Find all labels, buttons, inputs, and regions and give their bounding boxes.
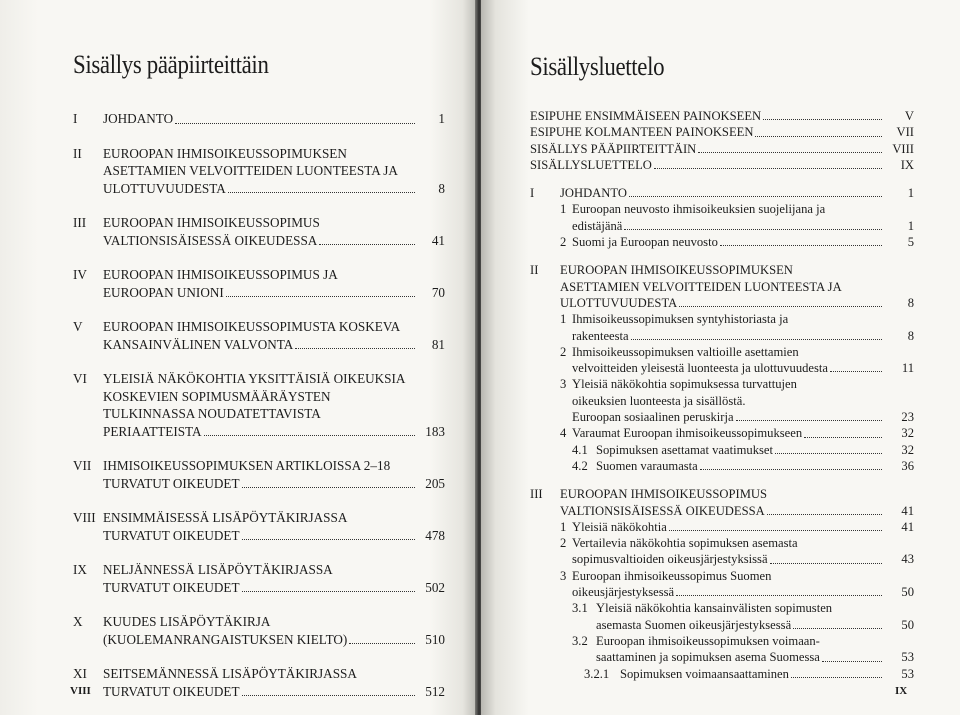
- title-text: KANSAINVÄLINEN VALVONTA: [103, 336, 294, 352]
- title-line-last: [620, 666, 914, 682]
- chapter-section: [530, 262, 914, 474]
- entry-title: SISÄLLYS PÄÄPIIRTEITTÄIN: [530, 141, 697, 156]
- title-text: Sopimuksen voimaansaattaminen: [620, 666, 789, 681]
- title-line-last: [572, 409, 914, 425]
- title-line: SEITSEMÄNNESSÄ LISÄPÖYTÄKIRJASSA: [103, 666, 357, 681]
- dot-leader: [624, 229, 882, 230]
- title-line: Euroopan ihmisoikeussopimuksen voimaan-: [596, 633, 820, 648]
- title-line-last: [103, 475, 445, 493]
- dot-leader: [242, 591, 415, 592]
- dot-leader: [629, 196, 882, 197]
- chapter-title: [560, 486, 914, 519]
- subsection-entry: [572, 600, 914, 633]
- page-ref: VIII: [892, 141, 914, 156]
- section-number: 3.2: [572, 633, 588, 648]
- section-number: 1: [560, 519, 567, 534]
- page-ref: 81: [431, 336, 445, 352]
- dot-leader: [775, 453, 882, 454]
- title-line-last: [560, 503, 914, 519]
- page-ref: 8: [907, 295, 914, 310]
- subsection-entry: [572, 633, 914, 666]
- title-text: velvoitteiden yleisestä luonteesta ja ulottuvuudesta: [572, 361, 829, 376]
- title-text: ULOTTUVUUDESTA: [103, 180, 226, 196]
- chapter-title: [560, 262, 914, 311]
- section-title: [572, 568, 914, 601]
- right-page: [481, 0, 960, 715]
- page-ref: 23: [901, 410, 914, 425]
- page-ref: 510: [425, 631, 445, 647]
- dot-leader: [669, 530, 882, 531]
- dot-leader: [804, 437, 882, 438]
- summary-entry: [73, 613, 445, 648]
- title-text: TURVATUT OIKEUDET: [103, 683, 240, 699]
- section-title: [572, 376, 914, 425]
- title-line-last: [103, 579, 445, 597]
- section-title: [596, 600, 914, 633]
- page-ref: 50: [901, 585, 914, 600]
- chapter-number: II: [73, 145, 82, 161]
- section-number: 2: [560, 536, 567, 551]
- chapter-number: I: [73, 111, 78, 126]
- title-line: Yleisiä näkökohtia kansainvälisten sopimusten: [596, 601, 833, 616]
- dot-leader: [349, 643, 415, 644]
- section-number: 1: [560, 202, 567, 217]
- chapter-title: [103, 665, 445, 700]
- title-line: oikeuksien luonteesta ja sisällöstä.: [572, 393, 746, 408]
- chapter-title: [103, 370, 445, 440]
- page-ref: 43: [901, 552, 914, 567]
- title-line: Ihmisoikeussopimuksen valtioille asettamien: [572, 344, 799, 359]
- title-line: KUUDES LISÄPÖYTÄKIRJA: [103, 614, 271, 629]
- section-number: 3.2.1: [584, 666, 610, 681]
- dot-leader: [295, 348, 415, 349]
- chapter-title: [103, 110, 445, 128]
- title-text: JOHDANTO: [560, 186, 627, 201]
- section-title: [572, 311, 914, 344]
- title-line-last: [572, 218, 914, 234]
- page-ref: 8: [438, 180, 445, 196]
- title-text: Suomen varaumasta: [596, 458, 698, 473]
- title-line: EUROOPAN IHMISOIKEUSSOPIMUS JA: [103, 267, 338, 282]
- chapter-number: III: [530, 487, 543, 502]
- dot-leader: [830, 371, 882, 372]
- dot-leader: [242, 539, 415, 540]
- dot-leader: [736, 420, 882, 421]
- front-matter-entry: [530, 157, 914, 173]
- page-ref: 1: [907, 218, 914, 233]
- title-text: ULOTTUVUUDESTA: [560, 295, 678, 310]
- dot-leader: [242, 695, 415, 696]
- summary-entry: [73, 214, 445, 249]
- section-title: [572, 234, 914, 250]
- subsection-entry: [560, 201, 914, 234]
- section-number: 4.1: [572, 442, 588, 457]
- title-line: Vertailevia näkökohtia sopimuksen asemasta: [572, 536, 798, 551]
- page-ref: 502: [425, 579, 445, 595]
- chapter-number: IX: [73, 562, 87, 577]
- title-line-last: [572, 425, 914, 441]
- title-line-last: [572, 234, 914, 250]
- dot-leader: [767, 514, 882, 515]
- dot-leader: [228, 192, 415, 193]
- section-title: [572, 535, 914, 568]
- title-text: Euroopan sosiaalinen peruskirja: [572, 410, 734, 425]
- page-ref: VII: [896, 125, 914, 140]
- subsection-entry: [560, 234, 914, 250]
- title-text: asemasta Suomen oikeusjärjestyksessä: [596, 617, 792, 632]
- front-matter-entry: [530, 108, 914, 124]
- left-page: [0, 0, 477, 715]
- entry-title: ESIPUHE KOLMANTEEN PAINOKSEEN: [530, 125, 754, 140]
- title-text: TURVATUT OIKEUDET: [103, 527, 240, 543]
- title-text: sopimusvaltioiden oikeusjärjestyksissä: [572, 552, 768, 567]
- chapter-title: [103, 266, 445, 301]
- page-ref: V: [904, 109, 914, 123]
- section-title: [596, 458, 914, 474]
- chapter-title: [103, 509, 445, 544]
- page-ref: IX: [900, 157, 914, 172]
- title-line: Euroopan ihmisoikeussopimus Suomen: [572, 568, 772, 583]
- title-line-last: [596, 617, 914, 633]
- title-line-last: [572, 328, 914, 344]
- page-ref: 8: [907, 328, 914, 343]
- title-line-last: [103, 423, 445, 441]
- entry-title: ESIPUHE ENSIMMÄISEEN PAINOKSEEN: [530, 109, 762, 123]
- dot-leader: [793, 628, 882, 629]
- subsection-entry: [572, 458, 914, 474]
- title-text: rakenteesta: [572, 328, 629, 343]
- chapter-number: I: [530, 186, 535, 201]
- page-number: VIII: [70, 685, 91, 697]
- title-line: KOSKEVIEN SOPIMUSMÄÄRÄYSTEN: [103, 388, 331, 404]
- page-ref: 1: [438, 111, 445, 126]
- title-line-last: [103, 683, 445, 701]
- dot-leader: [242, 487, 415, 488]
- title-line: ASETTAMIEN VELVOITTEIDEN LUONTEESTA JA: [560, 279, 842, 294]
- title-text: TURVATUT OIKEUDET: [103, 475, 240, 491]
- page-ref: 512: [425, 683, 445, 699]
- title-line-last: [103, 527, 445, 545]
- section-title: [572, 425, 914, 441]
- chapter-number: VII: [73, 458, 92, 473]
- title-line-last: [103, 232, 445, 250]
- title-text: VALTIONSISÄISESSÄ OIKEUDESSA: [560, 503, 765, 518]
- section-title: [572, 201, 914, 234]
- page-ref: 5: [907, 235, 914, 250]
- section-number: 2: [560, 235, 567, 250]
- page-title: Sisällys pääpiirteittäin: [73, 50, 269, 79]
- section-number: 4: [560, 426, 567, 441]
- title-text: PERIAATTEISTA: [103, 423, 202, 439]
- chapter-title: [560, 185, 914, 201]
- chapter-title: [103, 457, 445, 492]
- title-text: Sopimuksen asettamat vaatimukset: [596, 442, 773, 457]
- dot-leader: [676, 595, 882, 596]
- title-line: EUROOPAN IHMISOIKEUSSOPIMUKSEN: [560, 263, 793, 278]
- title-line-last: [596, 442, 914, 458]
- section-title: [596, 633, 914, 666]
- title-text: oikeusjärjestyksessä: [572, 585, 675, 600]
- title-text: saattaminen ja sopimuksen asema Suomessa: [596, 650, 820, 665]
- dot-leader: [822, 661, 882, 662]
- summary-entry: [73, 561, 445, 596]
- chapter-number: II: [530, 263, 539, 278]
- title-line-last: [572, 519, 914, 535]
- title-line: Euroopan neuvosto ihmisoikeuksien suojelijana ja: [572, 202, 826, 217]
- subsection-entry: [560, 311, 914, 344]
- summary-contents: [73, 110, 445, 715]
- title-text: VALTIONSISÄISESSÄ OIKEUDESSA: [103, 232, 318, 248]
- section-number: 2: [560, 344, 567, 359]
- dot-leader: [763, 119, 882, 120]
- chapter-title: [103, 561, 445, 596]
- page-ref: 1: [907, 186, 914, 201]
- chapter-number: X: [73, 614, 83, 629]
- page-ref: 32: [901, 442, 914, 457]
- section-title: [620, 666, 914, 682]
- summary-entry: [73, 266, 445, 301]
- title-line: EUROOPAN IHMISOIKEUSSOPIMUSTA KOSKEVA: [103, 319, 401, 334]
- title-line: Yleisiä näkökohtia sopimuksessa turvattujen: [572, 377, 797, 392]
- title-line: IHMISOIKEUSSOPIMUKSEN ARTIKLOISSA 2–18: [103, 458, 391, 473]
- dot-leader: [791, 677, 882, 678]
- title-line-last: [560, 185, 914, 201]
- title-line: EUROOPAN IHMISOIKEUSSOPIMUS: [560, 487, 768, 502]
- title-text: edistäjänä: [572, 218, 623, 233]
- chapter-title: [103, 145, 445, 198]
- dot-leader: [770, 563, 882, 564]
- title-line: TULKINNASSA NOUDATETTAVISTA: [103, 406, 321, 421]
- page-ref: 205: [425, 475, 445, 491]
- dot-leader: [755, 136, 882, 137]
- section-number: 3: [560, 377, 567, 392]
- subsection-entry: [572, 442, 914, 458]
- title-line: NELJÄNNESSÄ LISÄPÖYTÄKIRJASSA: [103, 562, 333, 577]
- title-text: JOHDANTO: [103, 111, 174, 126]
- section-title: [596, 442, 914, 458]
- subsection-entry: [584, 666, 914, 682]
- page-title: Sisällysluettelo: [530, 52, 665, 81]
- subsection-entry: [560, 376, 914, 425]
- dot-leader: [679, 306, 882, 307]
- dot-leader: [698, 152, 882, 153]
- section-number: 3.1: [572, 601, 588, 616]
- title-line-last: [103, 284, 445, 302]
- title-text: (KUOLEMANRANGAISTUKSEN KIELTO): [103, 631, 348, 647]
- front-matter-entry: [530, 124, 914, 140]
- summary-entry: [73, 110, 445, 128]
- title-line: Ihmisoikeussopimuksen syntyhistoriasta ja: [572, 312, 789, 327]
- summary-entry: [73, 457, 445, 492]
- title-text: Yleisiä näkökohtia: [572, 519, 667, 534]
- title-text: Varaumat Euroopan ihmisoikeussopimukseen: [572, 426, 803, 441]
- chapter-section: [530, 185, 914, 250]
- entry-title: SISÄLLYSLUETTELO: [530, 157, 652, 172]
- title-line: YLEISIÄ NÄKÖKOHTIA YKSITTÄISIÄ OIKEUKSIA: [103, 371, 406, 386]
- front-matter-list: [530, 108, 914, 173]
- page-ref: 50: [901, 617, 914, 632]
- dot-leader: [720, 245, 882, 246]
- page-ref: 36: [901, 458, 914, 473]
- title-line: ENSIMMÄISESSÄ LISÄPÖYTÄKIRJASSA: [103, 510, 348, 525]
- dot-leader: [226, 296, 415, 297]
- title-line-last: [572, 360, 914, 376]
- chapter-number: IV: [73, 267, 87, 282]
- page-ref: 32: [901, 426, 914, 441]
- chapter-number: VI: [73, 371, 87, 386]
- page-ref: 53: [901, 650, 914, 665]
- summary-entry: [73, 370, 445, 440]
- page-ref: 41: [901, 519, 914, 534]
- section-number: 4.2: [572, 458, 588, 473]
- chapter-number: V: [73, 319, 83, 334]
- subsection-entry: [560, 344, 914, 377]
- page-ref: 11: [901, 361, 914, 376]
- title-line-last: [560, 295, 914, 311]
- chapter-number: VIII: [73, 510, 96, 525]
- summary-entry: [73, 145, 445, 198]
- title-line: EUROOPAN IHMISOIKEUSSOPIMUKSEN: [103, 145, 347, 161]
- title-line-last: [572, 551, 914, 567]
- subsection-entry: [560, 425, 914, 441]
- title-line-last: [103, 180, 445, 198]
- summary-entry: [73, 509, 445, 544]
- title-text: TURVATUT OIKEUDET: [103, 579, 240, 595]
- dot-leader: [654, 168, 882, 169]
- page-number: IX: [895, 685, 908, 697]
- title-line-last: [103, 336, 445, 354]
- section-title: [572, 519, 914, 535]
- dot-leader: [631, 339, 882, 340]
- title-line-last: [596, 649, 914, 665]
- front-matter-entry: [530, 141, 914, 157]
- section-title: [572, 344, 914, 377]
- subsection-entry: [560, 535, 914, 568]
- page-ref: 183: [425, 423, 445, 439]
- page-ref: 70: [431, 284, 445, 300]
- title-line-last: [103, 631, 445, 649]
- page-ref: 41: [901, 503, 914, 518]
- section-number: 1: [560, 312, 567, 327]
- page-ref: 53: [901, 666, 914, 681]
- dot-leader: [700, 469, 882, 470]
- summary-entry: [73, 318, 445, 353]
- chapter-title: [103, 318, 445, 353]
- subsection-entry: [560, 519, 914, 535]
- title-text: EUROOPAN UNIONI: [103, 284, 224, 300]
- dot-leader: [175, 123, 415, 124]
- page-ref: 478: [425, 527, 445, 543]
- chapter-section: [530, 486, 914, 682]
- chapter-number: III: [73, 215, 87, 230]
- subsection-entry: [560, 568, 914, 601]
- title-line-last: [596, 458, 914, 474]
- summary-entry: [73, 665, 445, 700]
- title-line-last: [572, 584, 914, 600]
- title-line: EUROOPAN IHMISOIKEUSSOPIMUS: [103, 215, 320, 230]
- dot-leader: [319, 244, 415, 245]
- title-text: Suomi ja Euroopan neuvosto: [572, 235, 718, 250]
- dot-leader: [204, 435, 415, 436]
- section-number: 3: [560, 568, 567, 583]
- chapter-number: XI: [73, 666, 87, 681]
- chapter-title: [103, 214, 445, 249]
- chapter-title: [103, 613, 445, 648]
- title-line-last: [103, 110, 445, 128]
- title-line: ASETTAMIEN VELVOITTEIDEN LUONTEESTA JA: [103, 163, 398, 178]
- page-ref: 41: [431, 232, 445, 248]
- table-of-contents: [530, 108, 914, 682]
